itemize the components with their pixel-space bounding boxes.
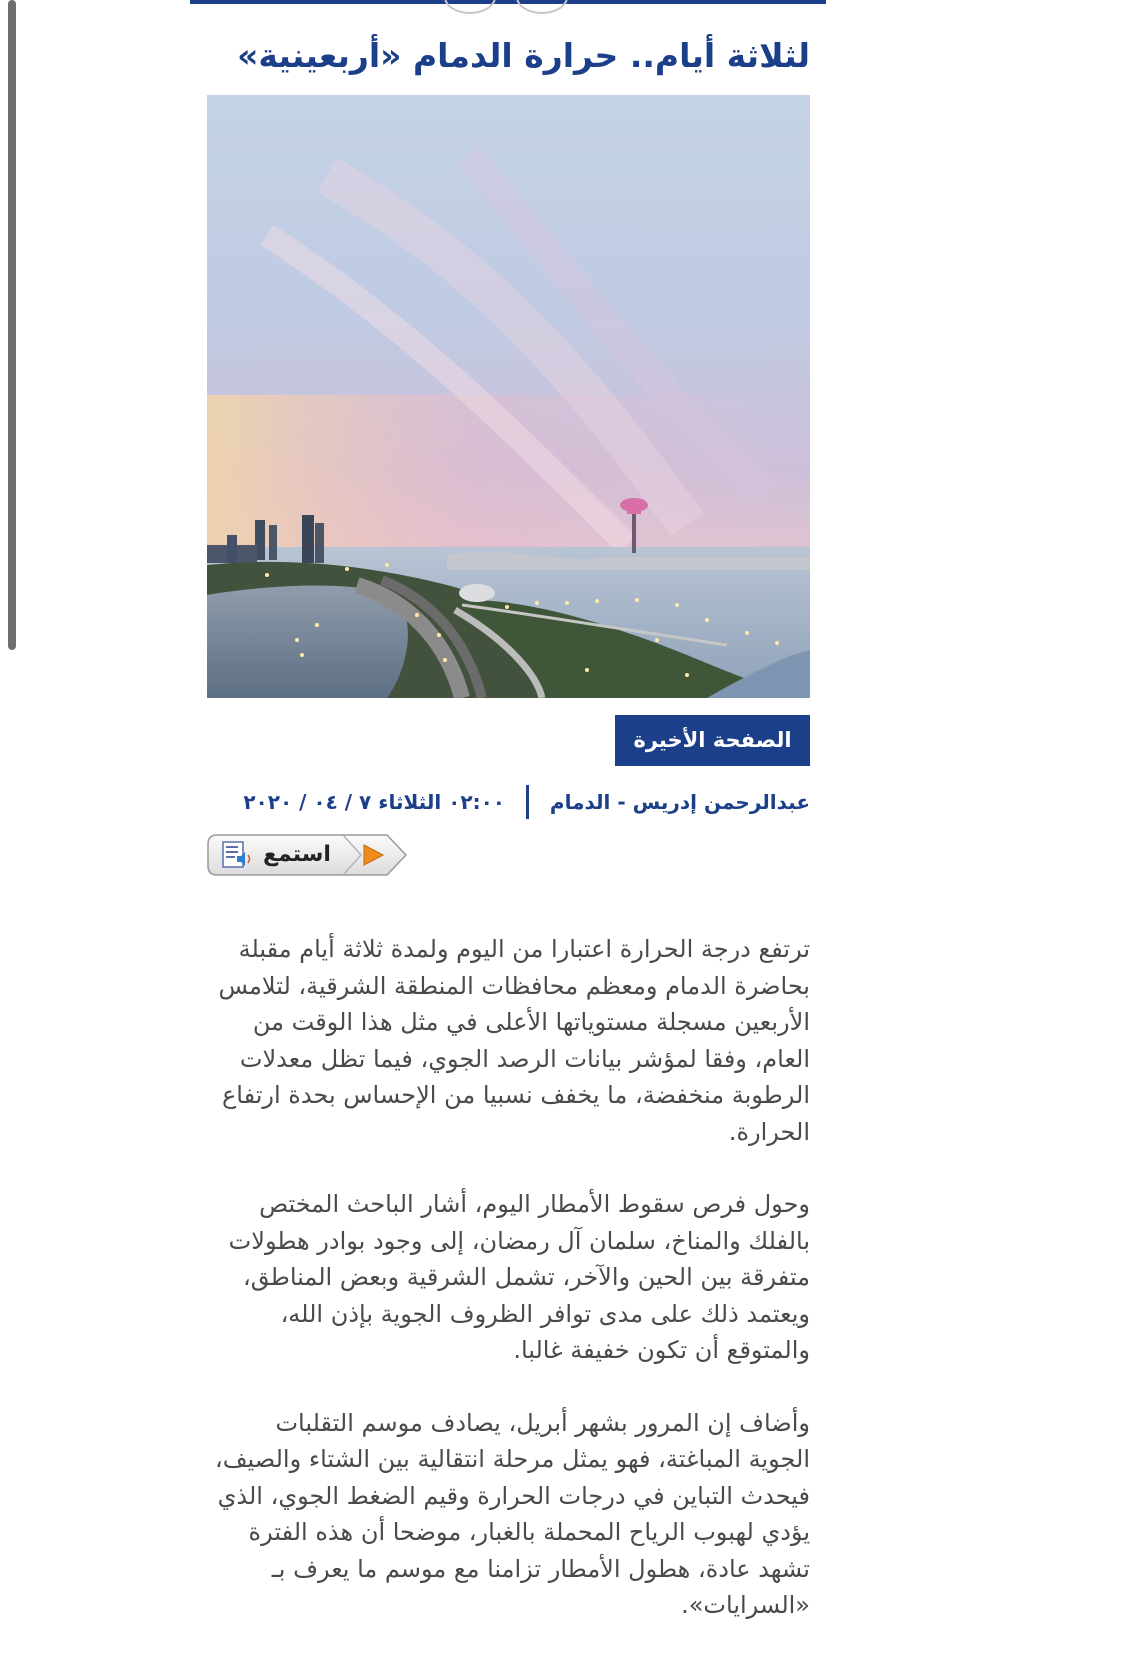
article [207,0,810,1677]
byline-divider [526,785,529,819]
article-paragraph: وأضاف إن المرور بشهر أبريل، يصادف موسم التقلبات الجوية المباغتة، فهو يمثل مرحلة انتقالية بين الشتاء والصيف، فيحدث التباين في درجات الحرارة وقيم الضغط الجوي، الذي يؤدي لهبوب الرياح المحملة بالغبار، موضحا أن هذه الفترة تشهد عادة، هطول الأمطار تزامنا مع موسم ما يعرف بـ «السرايات». [214,1408,810,1619]
article-body [207,931,810,1660]
publish-datetime: ٠٢:٠٠ الثلاثاء ٧ / ٠٤ / ٢٠٢٠ [243,789,505,814]
listen-button[interactable] [207,834,407,876]
byline [207,780,810,820]
article-hero-image [207,95,810,698]
scrollbar[interactable] [8,0,16,650]
article-paragraph: وحول فرص سقوط الأمطار اليوم، أشار الباحث المختص بالفلك والمناخ، سلمان آل رمضان، إلى وجود بوادر هطولات متفرقة بين الحين والآخر، تشمل الشرقية وبعض المناطق، ويعتمد ذلك على مدى توافر الظروف الجوية بإذن الله، والمتوقع أن تكون خفيفة غالبا. [228,1190,810,1364]
listen-label: استمع [263,842,331,867]
article-headline: لثلاثة أيام.. حرارة الدمام «أربعينية» [237,36,810,75]
category-badge[interactable]: الصفحة الأخيرة [615,715,810,766]
article-paragraph: ترتفع درجة الحرارة اعتبارا من اليوم ولمدة ثلاثة أيام مقبلة بحاضرة الدمام ومعظم محافظات المنطقة الشرقية، لتلامس الأربعين مسجلة مستوياتها الأعلى في مثل هذا الوقت من العام، وفقا لمؤشر بيانات الرصد الجوي، فيما تظل معدلات الرطوبة منخفضة، ما يخفف نسبيا من الإحساس بحدة ارتفاع الحرارة. [218,935,810,1146]
author-location: عبدالرحمن إدريس - الدمام [549,789,810,814]
